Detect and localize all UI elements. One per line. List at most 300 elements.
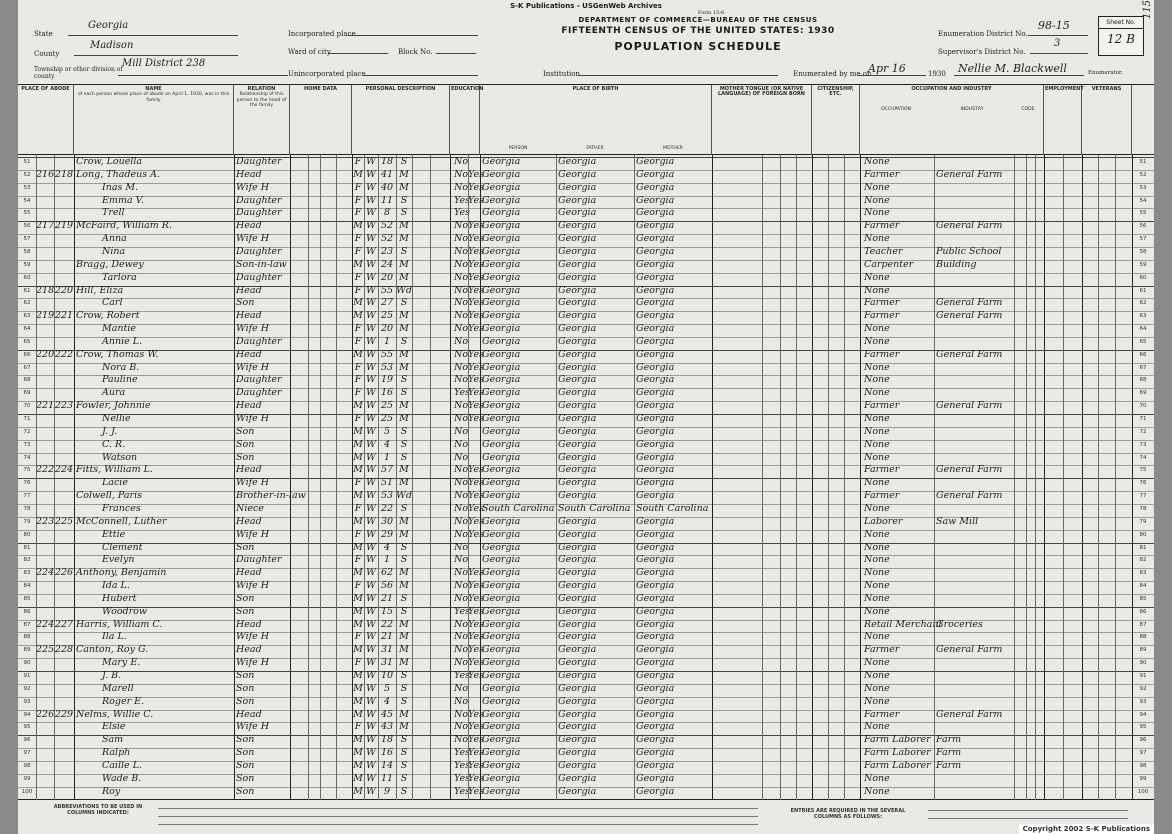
cell-father-bp: Georgia [558,721,597,733]
cell-birthplace: Georgia [482,374,521,386]
cell-occupation: Farmer [864,310,900,322]
cell-name: Roger E. [102,695,145,707]
cell-relation: Daughter [236,271,282,283]
employment-header: EMPLOYMENT [1044,85,1082,155]
cell-name: Nina [102,245,126,257]
cell-dwelling: 224 [36,567,55,579]
cell-name: Mantie [102,323,136,335]
cell-relation: Daughter [236,207,282,219]
cell-industry: Saw Mill [936,515,979,527]
cell-read: Yes [468,181,484,193]
cell-age: 20 [380,323,394,335]
cell-school: No [454,464,469,476]
cell-relation: Son [236,297,255,309]
cell-occupation: None [864,785,890,797]
cell-occupation: None [864,413,890,424]
cell-marital: M [399,400,409,412]
cell-race: W [366,580,376,592]
line-number-right: 88 [1139,634,1147,641]
cell-birthplace: Georgia [482,657,521,669]
cell-birthplace: Georgia [482,592,521,604]
cell-read: Yes [468,528,484,540]
cell-family: 220 [54,284,74,296]
cell-name: Ralph [102,747,131,759]
footer-rule [158,808,758,809]
line-number: 65 [23,338,31,345]
cell-race: W [366,400,376,412]
cell-sex: F [354,207,362,219]
cell-race: W [366,502,376,514]
code-subheader: CODE [1021,107,1035,112]
footer [18,800,1154,834]
cell-dwelling: 216 [36,168,55,180]
cell-industry: General Farm [936,708,1003,720]
table-row [18,323,1154,336]
cell-age: 10 [380,670,394,681]
column-divider [352,155,353,800]
cell-age: 25 [380,413,394,424]
line-number-right: 79 [1139,518,1147,525]
cell-race: W [366,181,376,193]
place-of-birth-header: PLACE OF BIRTH PERSON FATHER MOTHER [480,85,712,155]
cell-name: Anna [102,233,127,245]
table-row [18,542,1154,555]
cell-age: 14 [380,759,394,771]
father-subheader: FATHER [586,145,604,151]
cell-occupation: None [864,181,890,193]
cell-name: C. R. [102,438,126,450]
cell-school: Yes [454,670,470,681]
cell-father-bp: Georgia [558,541,597,553]
cell-school: No [454,502,469,514]
cell-name: Lacie [102,477,128,489]
cell-family: 226 [54,567,74,579]
cell-mother-bp: Georgia [636,168,675,180]
line-number-right: 63 [1139,313,1147,320]
cell-school: No [454,271,469,283]
cell-father-bp: Georgia [558,258,597,270]
cell-father-bp: Georgia [558,310,597,322]
cell-occupation: None [864,271,890,283]
column-divider [828,155,829,800]
cell-school: No [454,644,469,656]
cell-age: 40 [380,181,394,193]
cell-birthplace: Georgia [482,220,521,232]
cell-read: Yes [468,233,484,245]
line-number: 95 [23,724,31,731]
cell-birthplace: Georgia [482,515,521,527]
industry-subheader: INDUSTRY [960,107,984,112]
cell-marital: S [400,541,408,553]
cell-age: 1 [383,335,391,347]
cell-name: Bragg, Dewey [76,258,144,270]
cell-school: No [454,657,469,669]
table-row [18,259,1154,272]
table-row [18,207,1154,220]
line-number: 61 [23,287,31,294]
cell-sex: F [354,554,362,566]
citizenship-header: CITIZENSHIP, ETC. [812,85,860,155]
cell-birthplace: Georgia [482,541,521,553]
cell-family: 223 [54,400,74,412]
cell-sex: M [353,682,363,694]
line-number: 82 [23,557,31,564]
cell-sex: M [353,425,363,437]
cell-father-bp: Georgia [558,772,597,784]
cell-father-bp: Georgia [558,271,597,283]
cell-age: 20 [380,271,394,283]
cell-race: W [366,477,376,489]
cell-sex: F [354,245,362,257]
cell-name: Wade B. [102,772,142,784]
cell-age: 15 [380,605,394,617]
table-row [18,233,1154,246]
cell-occupation: Carpenter [864,258,914,270]
cell-age: 30 [380,515,394,527]
cell-read: Yes [468,168,484,180]
column-divider [468,155,469,800]
cell-mother-bp: Georgia [636,310,675,322]
cell-age: 31 [380,657,394,669]
cell-age: 56 [380,580,394,592]
footer-rule [928,810,1128,811]
cell-race: W [366,323,376,335]
cell-read: Yes [468,374,484,386]
ward-label: Ward of city [288,48,331,56]
column-divider [74,155,75,800]
cell-marital: M [399,271,409,283]
column-divider [1035,155,1036,800]
cell-marital: S [400,335,408,347]
cell-mother-bp: Georgia [636,618,675,630]
cell-relation: Son [236,747,255,759]
cell-age: 11 [380,194,394,206]
cell-read: Yes [468,323,484,335]
cell-name: Pauline [102,374,138,386]
cell-father-bp: Georgia [558,657,597,669]
cell-name: Crow, Louella [76,156,143,167]
cell-read: Yes [468,567,484,579]
sheet-number-box [1098,16,1144,56]
cell-name: Ettie [102,528,126,540]
cell-father-bp: Georgia [558,490,597,502]
column-divider [556,155,557,800]
cell-sex: M [353,592,363,604]
cell-mother-bp: Georgia [636,374,675,386]
cell-name: Carl [102,297,123,309]
cell-occupation: None [864,605,890,617]
cell-father-bp: Georgia [558,451,597,463]
cell-marital: M [399,477,409,489]
cell-marital: M [399,220,409,232]
cell-name: Hubert [102,592,137,604]
cell-race: W [366,747,376,759]
cell-mother-bp: Georgia [636,554,675,566]
abbreviations-title: ABBREVIATIONS TO BE USED IN COLUMNS INDICATED: [53,804,143,816]
cell-mother-bp: Georgia [636,490,675,502]
line-number: 51 [23,159,31,165]
cell-sex: M [353,785,363,797]
cell-industry: General Farm [936,464,1003,476]
column-divider [320,155,321,800]
column-divider [812,155,813,800]
cell-birthplace: Georgia [482,194,521,206]
cell-age: 55 [380,284,394,296]
cell-school: No [454,425,469,437]
cell-school: No [454,554,469,566]
cell-birthplace: Georgia [482,438,521,450]
cell-race: W [366,387,376,399]
line-number: 64 [23,326,31,333]
cell-name: Canton, Roy G. [76,644,149,656]
cell-read: Yes [468,747,484,759]
cell-read: Yes [468,618,484,630]
cell-occupation: None [864,438,890,450]
cell-industry: Farm [936,759,962,771]
table-row [18,169,1154,182]
column-divider [308,155,309,800]
line-number: 56 [23,223,31,230]
table-row [18,452,1154,465]
line-number: 62 [23,300,31,307]
cell-occupation: Farmer [864,348,900,360]
cell-father-bp: Georgia [558,528,597,540]
cell-age: 16 [380,747,394,759]
cell-sex: F [354,323,362,335]
table-row [18,529,1154,542]
cell-occupation: Farmer [864,644,900,656]
cell-occupation: None [864,682,890,694]
cell-sex: M [353,759,363,771]
occupation-industry-header: OCCUPATION AND INDUSTRY OCCUPATION INDUSTRY CODE [860,85,1044,155]
line-number: 53 [23,184,31,191]
line-number-right: 67 [1139,364,1147,371]
cell-mother-bp: Georgia [636,361,675,373]
cell-marital: S [400,438,408,450]
cell-industry: General Farm [936,644,1003,656]
line-number-right: 81 [1139,544,1147,551]
cell-age: 19 [380,374,394,386]
cell-mother-bp: Georgia [636,323,675,335]
cell-father-bp: Georgia [558,194,597,206]
cell-age: 53 [380,490,394,502]
cell-name: Tarlora [102,271,137,283]
line-number: 87 [23,621,31,628]
cell-age: 5 [383,682,391,694]
cell-father-bp: Georgia [558,670,597,681]
cell-father-bp: South Carolina [558,502,631,514]
cell-occupation: None [864,233,890,245]
cell-read: Yes [468,348,484,360]
cell-age: 8 [383,207,391,219]
cell-mother-bp: Georgia [636,297,675,309]
line-number: 84 [23,583,31,590]
line-number: 66 [23,351,31,358]
table-row [18,760,1154,773]
cell-read: Yes [468,502,484,514]
line-number-right: 69 [1139,390,1147,397]
cell-birthplace: Georgia [482,156,521,167]
cell-age: 29 [380,528,394,540]
cell-marital: S [400,502,408,514]
cell-birthplace: Georgia [482,348,521,360]
cell-school: No [454,233,469,245]
cell-relation: Daughter [236,156,282,167]
cell-father-bp: Georgia [558,708,597,720]
cell-mother-bp: Georgia [636,387,675,399]
line-number-right: 76 [1139,480,1147,487]
line-number-right: 57 [1139,236,1147,243]
state-value: Georgia [88,20,129,31]
cell-relation: Head [236,168,262,180]
cell-name: Anthony, Benjamin [76,567,167,579]
enumerated-date: Apr 16 [868,62,906,75]
cell-mother-bp: Georgia [636,464,675,476]
cell-school: No [454,477,469,489]
cell-occupation: Farmer [864,708,900,720]
line-number: 70 [23,403,31,410]
line-number: 73 [23,441,31,448]
cell-school: No [454,734,469,746]
cell-name: Marell [102,682,134,694]
line-number-right: 98 [1139,762,1147,769]
table-row [18,709,1154,722]
cell-age: 22 [380,502,394,514]
cell-school: No [454,258,469,270]
cell-sex: M [353,168,363,180]
enumerator-line [954,66,1084,76]
cell-race: W [366,413,376,424]
cell-father-bp: Georgia [558,554,597,566]
cell-race: W [366,721,376,733]
cell-relation: Head [236,464,262,476]
cell-mother-bp: Georgia [636,181,675,193]
cell-birthplace: Georgia [482,528,521,540]
institution-label: Institution [543,70,581,78]
cell-relation: Wife H [236,580,270,592]
education-header: EDUCATION [450,85,480,155]
cell-school: No [454,541,469,553]
cell-mother-bp: Georgia [636,644,675,656]
line-number-right: 60 [1139,274,1147,281]
cell-marital: M [399,528,409,540]
cell-father-bp: Georgia [558,580,597,592]
cell-race: W [366,618,376,630]
cell-birthplace: Georgia [482,284,521,296]
cell-read: Yes [468,605,484,617]
cell-relation: Head [236,708,262,720]
cell-school: No [454,413,469,424]
cell-birthplace: Georgia [482,335,521,347]
cell-relation: Head [236,515,262,527]
column-divider [780,155,781,800]
cell-race: W [366,438,376,450]
cell-race: W [366,515,376,527]
cell-age: 1 [383,554,391,566]
cell-school: No [454,323,469,335]
cell-name: Annie L. [102,335,143,347]
cell-sex: M [353,464,363,476]
cell-marital: M [399,631,409,643]
cell-race: W [366,220,376,232]
cell-school: No [454,335,469,347]
county-label: County [34,50,60,58]
cell-relation: Son [236,592,255,604]
cell-marital: M [399,580,409,592]
line-number-right: 92 [1139,685,1147,692]
cell-father-bp: Georgia [558,168,597,180]
cell-occupation: Farmer [864,168,900,180]
cell-read: Yes [468,734,484,746]
footer-rule [158,824,758,825]
cell-sex: F [354,271,362,283]
cell-relation: Wife H [236,323,270,335]
column-divider [450,155,451,800]
cell-mother-bp: South Carolina [636,502,709,514]
cell-occupation: None [864,425,890,437]
cell-race: W [366,772,376,784]
cell-name: Caille L. [102,759,143,771]
cell-marital: M [399,515,409,527]
table-row [18,272,1154,285]
column-divider [1098,155,1099,800]
cell-school: No [454,451,469,463]
cell-dwelling: 219 [36,310,55,322]
cell-marital: M [399,567,409,579]
cell-father-bp: Georgia [558,438,597,450]
cell-sex: F [354,657,362,669]
cell-industry: Building [936,258,977,270]
table-row [18,644,1154,657]
cell-occupation: None [864,592,890,604]
column-divider [1132,155,1133,800]
cell-birthplace: Georgia [482,759,521,771]
cell-father-bp: Georgia [558,567,597,579]
cell-sex: M [353,400,363,412]
cell-sex: M [353,644,363,656]
cell-relation: Son [236,682,255,694]
cell-marital: S [400,207,408,219]
cell-occupation: Teacher [864,245,903,257]
line-number: 91 [23,673,31,679]
cell-marital: S [400,734,408,746]
cell-birthplace: Georgia [482,580,521,592]
cell-read: Yes [468,721,484,733]
cell-relation: Wife H [236,657,270,669]
cell-occupation: None [864,541,890,553]
table-row [18,580,1154,593]
cell-father-bp: Georgia [558,785,597,797]
cell-sex: M [353,772,363,784]
cell-occupation: None [864,335,890,347]
cell-relation: Son [236,670,255,681]
column-divider [54,155,55,800]
cell-read: Yes [468,387,484,399]
cell-birthplace: Georgia [482,168,521,180]
cell-read: Yes [468,310,484,322]
cell-read: Yes [468,515,484,527]
cell-race: W [366,759,376,771]
cell-mother-bp: Georgia [636,233,675,245]
cell-birthplace: Georgia [482,554,521,566]
cell-race: W [366,528,376,540]
cell-birthplace: South Carolina [482,502,555,514]
cell-relation: Wife H [236,361,270,373]
cell-industry: Groceries [936,618,983,630]
cell-school: No [454,528,469,540]
line-number-right: 78 [1139,505,1147,512]
cell-sex: M [353,515,363,527]
